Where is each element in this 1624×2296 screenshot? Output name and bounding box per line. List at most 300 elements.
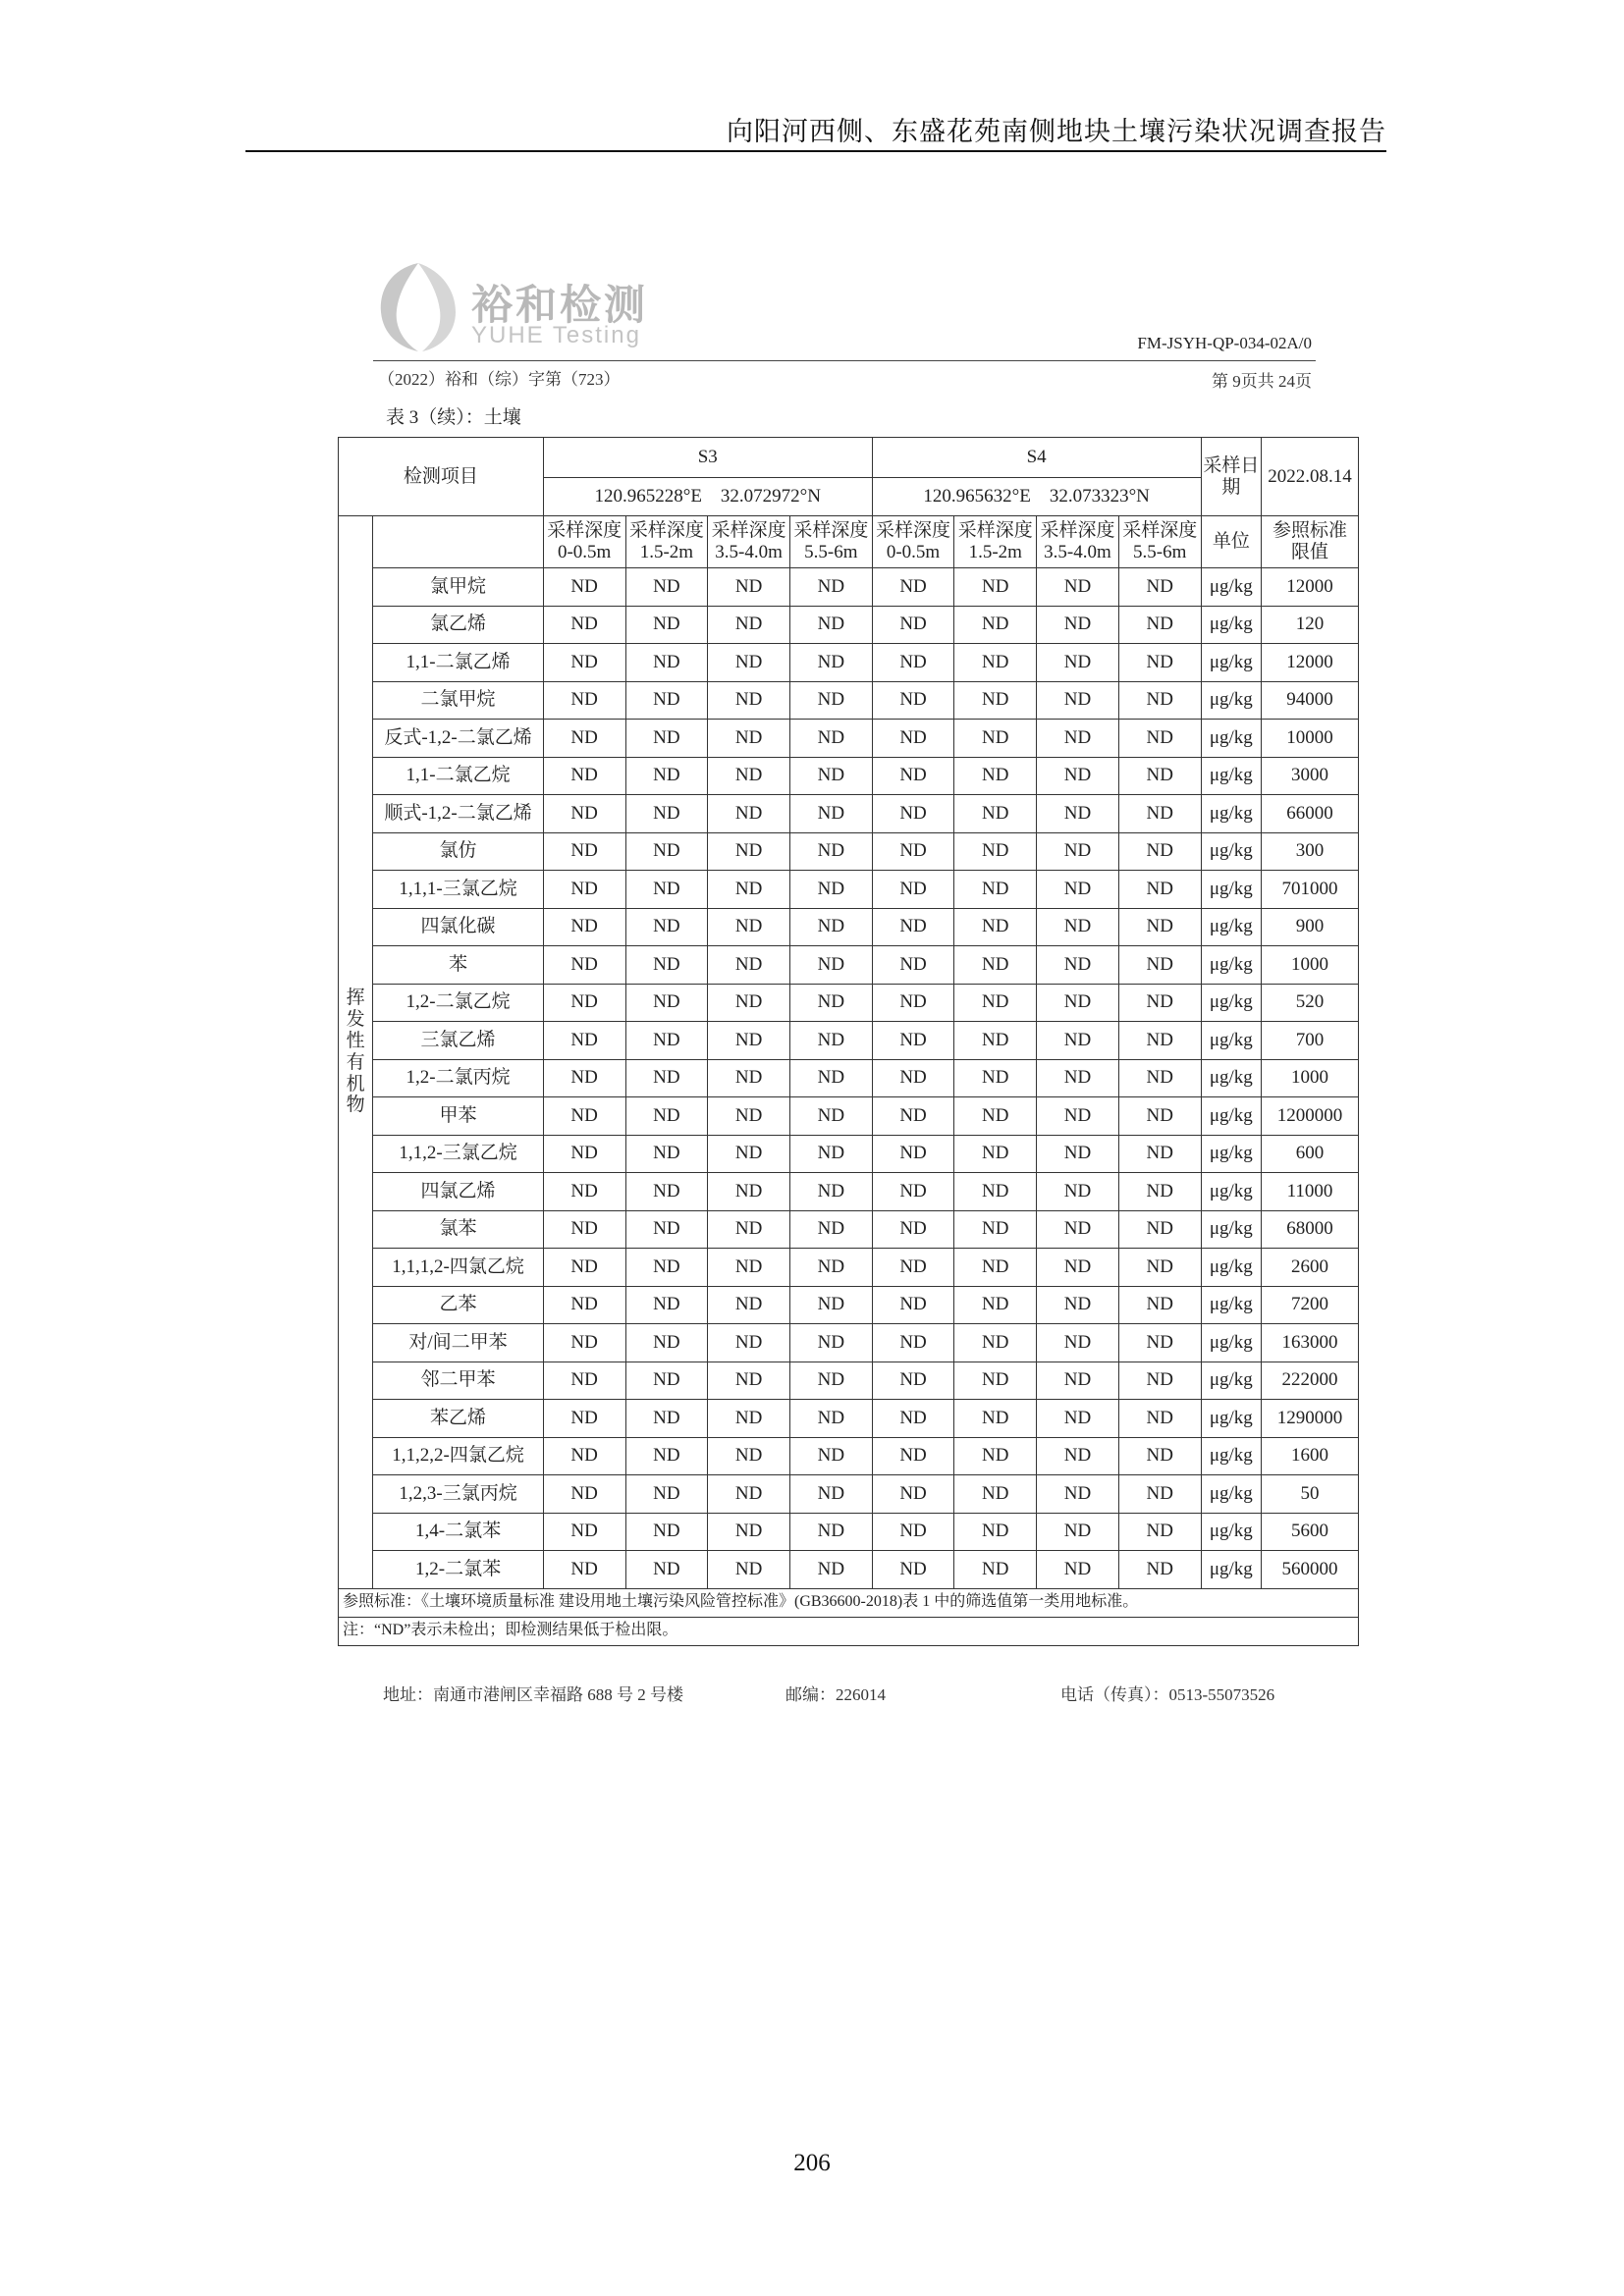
result-value: ND	[1037, 832, 1119, 871]
result-value: ND	[872, 1135, 954, 1173]
limit-value: 50	[1262, 1475, 1359, 1514]
result-value: ND	[1118, 606, 1201, 644]
result-value: ND	[1118, 1210, 1201, 1249]
result-value: ND	[543, 1059, 625, 1097]
unit-value: μg/kg	[1201, 871, 1262, 909]
item-name: 1,1-二氯乙烷	[373, 757, 544, 795]
result-value: ND	[543, 1475, 625, 1514]
depth-label: 采样深度	[793, 520, 869, 542]
result-value: ND	[1118, 1173, 1201, 1211]
result-value: ND	[954, 757, 1037, 795]
result-value: ND	[708, 832, 790, 871]
result-value: ND	[954, 871, 1037, 909]
result-value: ND	[872, 908, 954, 946]
result-value: ND	[954, 1551, 1037, 1589]
item-name: 对/间二甲苯	[373, 1324, 544, 1362]
result-value: ND	[872, 1475, 954, 1514]
unit-value: μg/kg	[1201, 1135, 1262, 1173]
sample-date: 2022.08.14	[1262, 438, 1359, 516]
unit-header: 单位	[1201, 516, 1262, 568]
result-value: ND	[1037, 1513, 1119, 1551]
result-value: ND	[872, 568, 954, 607]
unit-value: μg/kg	[1201, 1173, 1262, 1211]
item-name: 1,2-二氯乙烷	[373, 984, 544, 1022]
result-value: ND	[954, 568, 1037, 607]
depth-header-4	[789, 516, 872, 568]
item-name: 邻二甲苯	[373, 1362, 544, 1400]
logo-text-en: YUHE Testing	[471, 322, 641, 348]
item-name: 1,2-二氯苯	[373, 1551, 544, 1589]
result-value: ND	[1037, 1022, 1119, 1060]
depth-label: 采样深度	[876, 520, 951, 542]
depth-header-7	[1037, 516, 1119, 568]
result-value: ND	[625, 1022, 708, 1060]
result-value: ND	[789, 1475, 872, 1514]
limit-value: 700	[1262, 1022, 1359, 1060]
results-table-body	[339, 438, 1359, 1646]
table-row	[339, 795, 1359, 833]
depth-value: 5.5-6m	[1133, 542, 1187, 562]
footer-contact	[383, 1681, 1316, 1706]
result-value: ND	[1118, 568, 1201, 607]
result-value: ND	[708, 984, 790, 1022]
result-value: ND	[872, 871, 954, 909]
depth-label: 采样深度	[1040, 520, 1115, 542]
result-value: ND	[625, 946, 708, 985]
results-table	[338, 437, 1359, 1646]
result-value: ND	[708, 568, 790, 607]
unit-value: μg/kg	[1201, 1210, 1262, 1249]
table-caption: 表 3（续）：土壤	[386, 407, 521, 428]
result-value: ND	[708, 1059, 790, 1097]
limit-value: 1000	[1262, 946, 1359, 985]
result-value: ND	[708, 1135, 790, 1173]
result-value: ND	[625, 644, 708, 682]
table-row	[339, 908, 1359, 946]
limit-value: 222000	[1262, 1362, 1359, 1400]
running-header: 向阳河西侧、东盛花苑南侧地块土壤污染状况调查报告	[727, 117, 1386, 146]
depth-value: 0-0.5m	[557, 542, 612, 562]
result-value: ND	[789, 720, 872, 758]
result-value: ND	[789, 681, 872, 720]
result-value: ND	[625, 1324, 708, 1362]
limit-value: 1000	[1262, 1059, 1359, 1097]
limit-value: 12000	[1262, 644, 1359, 682]
depth-value: 3.5-4.0m	[1044, 542, 1111, 562]
limit-value: 7200	[1262, 1286, 1359, 1324]
result-value: ND	[543, 1513, 625, 1551]
result-value: ND	[1118, 1551, 1201, 1589]
item-name: 反式-1,2-二氯乙烯	[373, 720, 544, 758]
nd-note-row	[339, 1617, 1359, 1645]
result-value: ND	[1118, 1362, 1201, 1400]
unit-value: μg/kg	[1201, 946, 1262, 985]
item-name: 二氯甲烷	[373, 681, 544, 720]
result-value: ND	[872, 1324, 954, 1362]
table-row	[339, 832, 1359, 871]
result-value: ND	[1118, 1059, 1201, 1097]
limit-value: 66000	[1262, 795, 1359, 833]
table-row	[339, 606, 1359, 644]
result-value: ND	[954, 606, 1037, 644]
unit-value: μg/kg	[1201, 832, 1262, 871]
depth-label: 采样深度	[957, 520, 1033, 542]
result-value: ND	[1037, 1324, 1119, 1362]
table-row	[339, 644, 1359, 682]
result-value: ND	[625, 1173, 708, 1211]
result-value: ND	[1118, 908, 1201, 946]
result-value: ND	[954, 1362, 1037, 1400]
result-value: ND	[1037, 1400, 1119, 1438]
result-value: ND	[872, 1362, 954, 1400]
depth-label: 采样深度	[711, 520, 786, 542]
result-value: ND	[789, 1513, 872, 1551]
result-value: ND	[708, 681, 790, 720]
limit-value: 10000	[1262, 720, 1359, 758]
footer-phone: 电话（传真）：0513-55073526	[1060, 1685, 1275, 1704]
report-number: （2022）裕和（综）字第（723）	[378, 370, 621, 389]
page-info: 第 9页共 24页	[1212, 372, 1312, 391]
limit-value: 68000	[1262, 1210, 1359, 1249]
item-name: 氯乙烯	[373, 606, 544, 644]
header-rule	[245, 150, 1386, 152]
table-row	[339, 1475, 1359, 1514]
table-row	[339, 1059, 1359, 1097]
limit-value: 701000	[1262, 871, 1359, 909]
result-value: ND	[789, 871, 872, 909]
result-value: ND	[954, 908, 1037, 946]
limit-value: 560000	[1262, 1551, 1359, 1589]
result-value: ND	[954, 1475, 1037, 1514]
result-value: ND	[789, 1286, 872, 1324]
company-logo	[373, 257, 687, 355]
result-value: ND	[543, 644, 625, 682]
result-value: ND	[543, 908, 625, 946]
result-value: ND	[543, 1097, 625, 1136]
result-value: ND	[543, 1324, 625, 1362]
table-row	[339, 1210, 1359, 1249]
result-value: ND	[1037, 908, 1119, 946]
table-row	[339, 984, 1359, 1022]
result-value: ND	[543, 1210, 625, 1249]
result-value: ND	[625, 908, 708, 946]
table-row	[339, 1324, 1359, 1362]
limit-value: 900	[1262, 908, 1359, 946]
result-value: ND	[954, 681, 1037, 720]
result-value: ND	[543, 606, 625, 644]
limit-value: 520	[1262, 984, 1359, 1022]
item-name: 1,2-二氯丙烷	[373, 1059, 544, 1097]
result-value: ND	[789, 1324, 872, 1362]
result-value: ND	[954, 1249, 1037, 1287]
result-value: ND	[954, 1324, 1037, 1362]
result-value: ND	[625, 1059, 708, 1097]
table-row	[339, 1362, 1359, 1400]
result-value: ND	[625, 1135, 708, 1173]
result-value: ND	[543, 984, 625, 1022]
result-value: ND	[1037, 1210, 1119, 1249]
site-coords-s4: 120.965632°E 32.073323°N	[872, 478, 1201, 516]
depth-label: 采样深度	[547, 520, 623, 542]
limit-value: 3000	[1262, 757, 1359, 795]
result-value: ND	[625, 1513, 708, 1551]
depth-corner-cell	[373, 516, 544, 568]
result-value: ND	[625, 1362, 708, 1400]
result-value: ND	[789, 1135, 872, 1173]
result-value: ND	[954, 1210, 1037, 1249]
result-value: ND	[708, 1173, 790, 1211]
result-value: ND	[954, 1437, 1037, 1475]
result-value: ND	[543, 1437, 625, 1475]
footer-postcode: 邮编：226014	[785, 1685, 886, 1704]
result-value: ND	[1118, 720, 1201, 758]
unit-value: μg/kg	[1201, 1286, 1262, 1324]
result-value: ND	[708, 1437, 790, 1475]
unit-value: μg/kg	[1201, 1400, 1262, 1438]
result-value: ND	[872, 984, 954, 1022]
unit-value: μg/kg	[1201, 1097, 1262, 1136]
unit-value: μg/kg	[1201, 1551, 1262, 1589]
limit-value: 12000	[1262, 568, 1359, 607]
result-value: ND	[954, 1135, 1037, 1173]
result-value: ND	[954, 1286, 1037, 1324]
result-value: ND	[708, 1210, 790, 1249]
depth-label: 采样深度	[628, 520, 704, 542]
result-value: ND	[1037, 871, 1119, 909]
result-value: ND	[543, 832, 625, 871]
result-value: ND	[708, 757, 790, 795]
result-value: ND	[625, 1097, 708, 1136]
item-name: 1,1,2-三氯乙烷	[373, 1135, 544, 1173]
result-value: ND	[789, 644, 872, 682]
result-value: ND	[708, 1324, 790, 1362]
result-value: ND	[872, 1437, 954, 1475]
result-value: ND	[708, 1551, 790, 1589]
table-row	[339, 681, 1359, 720]
result-value: ND	[789, 1059, 872, 1097]
result-value: ND	[1037, 1362, 1119, 1400]
result-value: ND	[625, 1286, 708, 1324]
result-value: ND	[789, 1097, 872, 1136]
result-value: ND	[543, 757, 625, 795]
result-value: ND	[543, 1135, 625, 1173]
result-value: ND	[954, 1513, 1037, 1551]
result-value: ND	[954, 1173, 1037, 1211]
item-name: 1,2,3-三氯丙烷	[373, 1475, 544, 1514]
result-value: ND	[1037, 681, 1119, 720]
limit-value: 94000	[1262, 681, 1359, 720]
result-value: ND	[1118, 795, 1201, 833]
result-value: ND	[1037, 984, 1119, 1022]
result-value: ND	[1118, 1097, 1201, 1136]
result-value: ND	[708, 1513, 790, 1551]
result-value: ND	[789, 832, 872, 871]
result-value: ND	[872, 795, 954, 833]
result-value: ND	[789, 946, 872, 985]
result-value: ND	[1118, 1324, 1201, 1362]
result-value: ND	[789, 795, 872, 833]
result-value: ND	[1037, 720, 1119, 758]
unit-value: μg/kg	[1201, 757, 1262, 795]
result-value: ND	[625, 795, 708, 833]
unit-value: μg/kg	[1201, 1324, 1262, 1362]
depth-value: 3.5-4.0m	[715, 542, 783, 562]
sample-date-label: 采样日期	[1201, 438, 1262, 516]
result-value: ND	[543, 681, 625, 720]
result-value: ND	[1118, 1475, 1201, 1514]
item-name: 1,1,2,2-四氯乙烷	[373, 1437, 544, 1475]
result-value: ND	[789, 1437, 872, 1475]
result-value: ND	[1037, 568, 1119, 607]
result-value: ND	[954, 795, 1037, 833]
depth-header-1	[543, 516, 625, 568]
item-name: 1,1-二氯乙烯	[373, 644, 544, 682]
site-name-s3: S3	[543, 438, 872, 478]
result-value: ND	[625, 1249, 708, 1287]
depth-label: 采样深度	[1122, 520, 1198, 542]
result-value: ND	[1037, 795, 1119, 833]
result-value: ND	[1037, 757, 1119, 795]
result-value: ND	[1118, 1513, 1201, 1551]
item-name: 氯甲烷	[373, 568, 544, 607]
result-value: ND	[954, 1059, 1037, 1097]
result-value: ND	[625, 832, 708, 871]
result-value: ND	[543, 1286, 625, 1324]
table-row	[339, 1513, 1359, 1551]
item-name: 苯	[373, 946, 544, 985]
result-value: ND	[543, 1022, 625, 1060]
result-value: ND	[625, 1551, 708, 1589]
reference-note-row	[339, 1588, 1359, 1617]
result-value: ND	[543, 1400, 625, 1438]
result-value: ND	[708, 606, 790, 644]
result-value: ND	[789, 568, 872, 607]
result-value: ND	[1037, 946, 1119, 985]
result-value: ND	[625, 681, 708, 720]
table-row	[339, 1249, 1359, 1287]
item-name: 氯苯	[373, 1210, 544, 1249]
item-name: 顺式-1,2-二氯乙烯	[373, 795, 544, 833]
result-value: ND	[872, 644, 954, 682]
category-label	[339, 516, 373, 1589]
results-table-wrapper	[338, 437, 1359, 1646]
unit-value: μg/kg	[1201, 1475, 1262, 1514]
result-value: ND	[543, 1551, 625, 1589]
item-name: 四氯乙烯	[373, 1173, 544, 1211]
result-value: ND	[1037, 1249, 1119, 1287]
table-row	[339, 1173, 1359, 1211]
result-value: ND	[1118, 681, 1201, 720]
unit-value: μg/kg	[1201, 908, 1262, 946]
item-name: 1,1,1-三氯乙烷	[373, 871, 544, 909]
logo-text-cn: 裕和检测	[471, 281, 649, 329]
table-row	[339, 720, 1359, 758]
result-value: ND	[1037, 1437, 1119, 1475]
result-value: ND	[789, 1173, 872, 1211]
reference-limit-header: 参照标准限值	[1262, 516, 1359, 568]
result-value: ND	[1037, 1135, 1119, 1173]
form-rule	[373, 360, 1316, 361]
limit-value: 1200000	[1262, 1097, 1359, 1136]
result-value: ND	[543, 720, 625, 758]
item-name: 四氯化碳	[373, 908, 544, 946]
result-value: ND	[625, 757, 708, 795]
header-row-depths	[339, 516, 1359, 568]
limit-value: 120	[1262, 606, 1359, 644]
result-value: ND	[1118, 1249, 1201, 1287]
result-value: ND	[708, 795, 790, 833]
result-value: ND	[1037, 606, 1119, 644]
result-value: ND	[708, 720, 790, 758]
footer-address: 地址：南通市港闸区幸福路 688 号 2 号楼	[383, 1685, 683, 1704]
result-value: ND	[1118, 644, 1201, 682]
category-text: 挥发性有机物	[346, 988, 365, 1116]
result-value: ND	[872, 1249, 954, 1287]
result-value: ND	[789, 1400, 872, 1438]
result-value: ND	[872, 1551, 954, 1589]
item-name: 1,1,1,2-四氯乙烷	[373, 1249, 544, 1287]
result-value: ND	[543, 946, 625, 985]
reference-note: 参照标准：《土壤环境质量标准 建设用地土壤污染风险管控标准》(GB36600-2018)表 1 中的筛选值第一类用地标准。	[339, 1588, 1359, 1617]
result-value: ND	[543, 1249, 625, 1287]
result-value: ND	[789, 606, 872, 644]
result-value: ND	[872, 720, 954, 758]
result-value: ND	[872, 1400, 954, 1438]
result-value: ND	[625, 606, 708, 644]
result-value: ND	[708, 1249, 790, 1287]
result-value: ND	[708, 644, 790, 682]
unit-value: μg/kg	[1201, 984, 1262, 1022]
result-value: ND	[625, 1437, 708, 1475]
site-name-s4: S4	[872, 438, 1201, 478]
result-value: ND	[708, 1475, 790, 1514]
result-value: ND	[1118, 1400, 1201, 1438]
item-name: 乙苯	[373, 1286, 544, 1324]
result-value: ND	[543, 1362, 625, 1400]
unit-value: μg/kg	[1201, 644, 1262, 682]
result-value: ND	[954, 1097, 1037, 1136]
limit-value: 600	[1262, 1135, 1359, 1173]
result-value: ND	[1118, 984, 1201, 1022]
unit-value: μg/kg	[1201, 1059, 1262, 1097]
table-row	[339, 1097, 1359, 1136]
result-value: ND	[872, 1059, 954, 1097]
site-coords-s3: 120.965228°E 32.072972°N	[543, 478, 872, 516]
result-value: ND	[954, 1400, 1037, 1438]
result-value: ND	[625, 568, 708, 607]
result-value: ND	[708, 946, 790, 985]
result-value: ND	[1037, 644, 1119, 682]
result-value: ND	[789, 1022, 872, 1060]
result-value: ND	[543, 568, 625, 607]
result-value: ND	[872, 946, 954, 985]
unit-value: μg/kg	[1201, 1362, 1262, 1400]
unit-value: μg/kg	[1201, 1437, 1262, 1475]
result-value: ND	[789, 984, 872, 1022]
table-row	[339, 1437, 1359, 1475]
table-row	[339, 1135, 1359, 1173]
result-value: ND	[625, 1475, 708, 1514]
result-value: ND	[543, 1173, 625, 1211]
result-value: ND	[872, 606, 954, 644]
result-value: ND	[954, 644, 1037, 682]
result-value: ND	[789, 1210, 872, 1249]
limit-value: 1600	[1262, 1437, 1359, 1475]
depth-header-3	[708, 516, 790, 568]
form-code: FM-JSYH-QP-034-02A/0	[1137, 334, 1312, 352]
result-value: ND	[954, 720, 1037, 758]
table-row	[339, 1286, 1359, 1324]
